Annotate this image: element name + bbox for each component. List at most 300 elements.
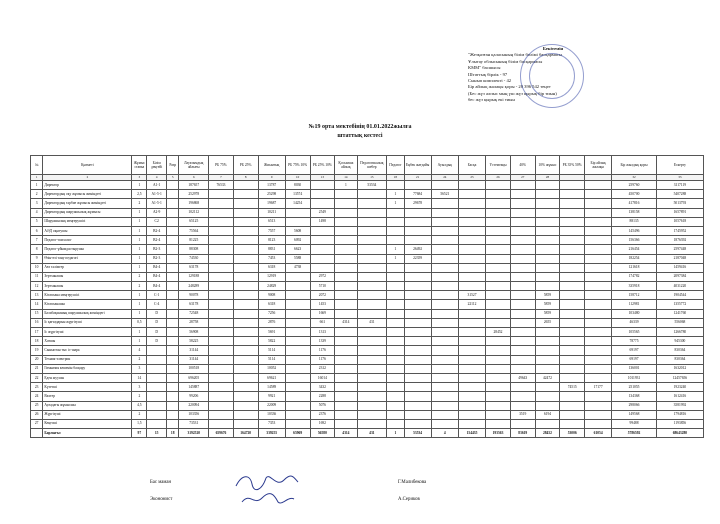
table-cell [560, 291, 585, 300]
table-cell [510, 254, 535, 263]
column-number: 6 [179, 175, 209, 181]
table-cell [486, 181, 511, 190]
table-cell [585, 291, 612, 300]
table-cell [285, 318, 310, 327]
table-cell: 53006 [560, 429, 585, 438]
table-cell [585, 346, 612, 355]
table-cell [431, 236, 458, 245]
table-cell: 145887 [179, 383, 209, 392]
table-cell [535, 190, 560, 199]
table-cell [167, 410, 179, 419]
table-cell [404, 263, 431, 272]
table-cell: 3192520 [179, 429, 209, 438]
table-cell [510, 300, 535, 309]
table-cell: 1 [132, 300, 147, 309]
table-cell: 158712 [612, 291, 657, 300]
table-cell: 16 [31, 318, 43, 327]
table-cell [167, 263, 179, 272]
table-cell [357, 254, 387, 263]
table-cell [560, 300, 585, 309]
table-cell [510, 226, 535, 235]
table-cell [335, 392, 357, 401]
table-cell [458, 190, 485, 199]
table-cell [233, 245, 258, 254]
table-cell [560, 263, 585, 272]
table-cell [209, 401, 234, 410]
table-cell [285, 383, 310, 392]
table-row [31, 355, 704, 364]
table-cell [560, 364, 585, 373]
table-cell [167, 245, 179, 254]
table-cell [209, 226, 234, 235]
table-cell [335, 190, 357, 199]
table-cell: 97 [132, 429, 147, 438]
table-cell [458, 199, 485, 208]
table-cell [310, 254, 335, 263]
table-cell: 659676 [209, 429, 234, 438]
table-cell [167, 337, 179, 346]
table-cell [431, 309, 458, 318]
table-cell [585, 272, 612, 281]
table-cell [535, 328, 560, 337]
table-cell [209, 410, 234, 419]
table-cell: 69621 [258, 373, 285, 382]
table-cell [560, 410, 585, 419]
table-cell: D [147, 309, 167, 318]
table-cell [147, 383, 167, 392]
column-number: 15 [357, 175, 387, 181]
table-cell: Директордың шаруашылық жұмысы [43, 208, 132, 217]
table-cell [404, 272, 431, 281]
table-cell [357, 208, 387, 217]
table-cell [458, 364, 485, 373]
table-cell [560, 373, 585, 382]
table-cell [233, 282, 258, 291]
table-cell: 1 [132, 337, 147, 346]
table-cell: С-1 [147, 291, 167, 300]
table-cell: 15 [31, 309, 43, 318]
table-cell: 2876 [258, 318, 285, 327]
table-cell [357, 364, 387, 373]
table-cell: В2-4 [147, 226, 167, 235]
column-number: 7 [209, 175, 234, 181]
table-cell: 556068 [656, 318, 703, 327]
table-cell [335, 337, 357, 346]
table-cell [535, 419, 560, 428]
table-cell [233, 181, 258, 190]
table-cell [560, 254, 585, 263]
table-cell [147, 410, 167, 419]
table-cell [233, 199, 258, 208]
table-cell: 1794816 [656, 410, 703, 419]
table-cell: 251055 [612, 383, 657, 392]
table-row [31, 346, 704, 355]
table-cell: 22009 [258, 401, 285, 410]
table-header-row [31, 156, 704, 175]
table-cell: 8030 [285, 181, 310, 190]
table-cell: 1 [132, 309, 147, 318]
table-cell: Еден жуушы [43, 373, 132, 382]
table-cell: 259760 [612, 181, 657, 190]
table-cell [357, 291, 387, 300]
table-row [31, 392, 704, 401]
table-cell: 7353 [258, 419, 285, 428]
table-cell [585, 419, 612, 428]
table-cell: Кеңесші [43, 419, 132, 428]
table-cell [335, 328, 357, 337]
table-cell: А2-9 [147, 208, 167, 217]
column-header: РБ 25% [233, 156, 258, 175]
table-cell [233, 309, 258, 318]
table-cell [431, 373, 458, 382]
table-cell: 1657891 [656, 208, 703, 217]
table-cell: 2655 [535, 318, 560, 327]
table-cell: 1057618 [656, 217, 703, 226]
table-cell [233, 410, 258, 419]
table-cell: 1 [335, 181, 357, 190]
table-cell: Жүргізуші [43, 410, 132, 419]
table-cell [404, 346, 431, 355]
table-cell [510, 318, 535, 327]
table-cell [233, 419, 258, 428]
table-cell: 31144 [179, 346, 209, 355]
column-number: 33 [656, 175, 703, 181]
table-cell [431, 328, 458, 337]
table-cell [167, 272, 179, 281]
table-cell: 61054 [585, 429, 612, 438]
table-cell [335, 355, 357, 364]
table-cell [357, 401, 387, 410]
table-cell [357, 263, 387, 272]
table-cell [209, 282, 234, 291]
table-cell: 1193856 [656, 419, 703, 428]
table-cell [357, 346, 387, 355]
table-cell [510, 401, 535, 410]
table-cell [486, 236, 511, 245]
table-cell [233, 208, 258, 217]
table-cell [535, 254, 560, 263]
table-cell [167, 346, 179, 355]
table-row [31, 364, 704, 373]
table-cell: 138158 [612, 208, 657, 217]
table-cell: 2 [132, 282, 147, 291]
table-cell: 1453 [310, 300, 335, 309]
column-number: 24 [431, 175, 458, 181]
table-cell: 112981 [612, 300, 657, 309]
table-cell: 100518 [179, 364, 209, 373]
table-cell: Директордың оқу жұмысы жөніндегі [43, 190, 132, 199]
table-cell [510, 181, 535, 190]
table-row [31, 291, 704, 300]
approval-line: (Бес жүз алпыс мың үш жүз қырық бір тиын) [468, 90, 557, 96]
table-cell [458, 282, 485, 291]
table-cell [486, 373, 511, 382]
table-cell: 1 [387, 429, 404, 438]
table-cell: А1-1 [147, 181, 167, 190]
table-cell: 28758 [179, 318, 209, 327]
table-cell: 6318 [258, 300, 285, 309]
table-cell [535, 337, 560, 346]
table-cell [167, 199, 179, 208]
table-cell [285, 419, 310, 428]
handwritten-signature-icon [238, 490, 298, 508]
table-cell [167, 318, 179, 327]
table-cell: 2 [132, 272, 147, 281]
table-cell: 196868 [179, 199, 209, 208]
table-cell: В4-4 [147, 263, 167, 272]
table-row [31, 309, 704, 318]
table-cell: 830364 [656, 346, 703, 355]
column-header: Разр [167, 156, 179, 175]
table-cell [510, 364, 535, 373]
table-cell [310, 236, 335, 245]
table-cell [233, 217, 258, 226]
table-cell [535, 346, 560, 355]
table-cell [431, 291, 458, 300]
table-cell [585, 328, 612, 337]
table-cell [585, 245, 612, 254]
table-cell: Күзетші [43, 383, 132, 392]
table-cell: 3432 [310, 383, 335, 392]
table-cell [310, 245, 335, 254]
table-cell: 65125 [179, 217, 209, 226]
table-cell: 339255 [258, 429, 285, 438]
column-number: 5 [167, 175, 179, 181]
table-cell [357, 419, 387, 428]
table-cell: Балабақшаның шаруашылық жөніндегі [43, 309, 132, 318]
table-cell: 1498 [310, 217, 335, 226]
table-cell: 1176 [310, 355, 335, 364]
column-header: Басқа [458, 156, 485, 175]
table-cell: 8 [31, 245, 43, 254]
table-cell: 17177 [585, 383, 612, 392]
handwritten-signature-icon [232, 470, 302, 492]
table-cell [387, 328, 404, 337]
table-cell [285, 373, 310, 382]
approval-line: Сынып комплекті - 42 [468, 78, 512, 84]
table-cell: 1,5 [132, 419, 147, 428]
table-cell: 31144 [179, 355, 209, 364]
table-cell [233, 401, 258, 410]
table-cell: 7 [31, 236, 43, 245]
table-cell [535, 263, 560, 272]
table-row [31, 190, 704, 199]
table-cell [167, 373, 179, 382]
table-cell [560, 181, 585, 190]
table-cell [167, 282, 179, 291]
table-cell [209, 263, 234, 272]
table-cell [560, 217, 585, 226]
table-cell [535, 181, 560, 190]
table-cell: 1355772 [656, 300, 703, 309]
table-cell [535, 199, 560, 208]
table-cell [233, 392, 258, 401]
table-cell: 2 [132, 392, 147, 401]
table-cell: 2312 [310, 364, 335, 373]
table-cell: 5588 [285, 254, 310, 263]
table-cell: 18 [167, 429, 179, 438]
table-cell [431, 199, 458, 208]
table-cell [335, 309, 357, 318]
table-cell [357, 300, 387, 309]
table-cell: 3117119 [656, 181, 703, 190]
table-cell: 4,5 [132, 401, 147, 410]
table-cell [560, 392, 585, 401]
column-number: 9 [258, 175, 285, 181]
table-cell [357, 309, 387, 318]
table-cell: 2972 [310, 272, 335, 281]
table-cell: 13787 [258, 181, 285, 190]
table-cell: 14254 [285, 199, 310, 208]
table-cell: 28452 [486, 328, 511, 337]
table-cell: 1176 [310, 346, 335, 355]
table-cell: 83619 [510, 429, 535, 438]
table-cell [510, 263, 535, 272]
table-cell: 2187048 [656, 254, 703, 263]
column-header: 40% [510, 156, 535, 175]
table-cell [458, 401, 485, 410]
table-cell [387, 346, 404, 355]
table-cell: 14 [132, 373, 147, 382]
table-cell: 10052 [258, 364, 285, 373]
table-cell [585, 392, 612, 401]
table-cell [167, 226, 179, 235]
table-row [31, 373, 704, 382]
table-cell: 2288 [310, 392, 335, 401]
table-cell [585, 401, 612, 410]
table-row [31, 419, 704, 428]
table-cell [209, 392, 234, 401]
table-cell: В4-4 [147, 272, 167, 281]
table-cell [167, 190, 179, 199]
table-cell: 105565 [612, 328, 657, 337]
table-cell: 220094 [179, 401, 209, 410]
table-cell: 9921 [258, 392, 285, 401]
table-row [31, 226, 704, 235]
table-cell: 182254 [612, 254, 657, 263]
table-cell: Зертханашы [43, 272, 132, 281]
table-cell [510, 355, 535, 364]
table-cell [209, 346, 234, 355]
table-row [31, 199, 704, 208]
table-row [31, 401, 704, 410]
table-cell [431, 217, 458, 226]
table-cell [285, 346, 310, 355]
column-header: Бір жылдық қоры [612, 156, 657, 175]
table-cell: 1876392 [656, 236, 703, 245]
table-cell [486, 392, 511, 401]
table-cell [285, 401, 310, 410]
table-cell: 74530 [179, 254, 209, 263]
table-cell [387, 401, 404, 410]
table-cell: 8123 [258, 236, 285, 245]
column-header: Бір айлық жалақы [585, 156, 612, 175]
table-cell: 6194 [535, 410, 560, 419]
table-cell: 1 [387, 254, 404, 263]
table-cell [404, 208, 431, 217]
table-cell [431, 392, 458, 401]
table-cell [486, 199, 511, 208]
table-cell: 6 [31, 226, 43, 235]
table-cell: 164720 [233, 429, 258, 438]
table-cell: 12919 [258, 272, 285, 281]
table-row [31, 300, 704, 309]
table-cell: 88135 [612, 217, 657, 226]
table-cell: 12 [31, 282, 43, 291]
table-cell [486, 254, 511, 263]
table-cell [458, 355, 485, 364]
table-cell: Педагог-ұйымдастырушы [43, 245, 132, 254]
table-cell: 5859 [535, 300, 560, 309]
table-cell [535, 392, 560, 401]
document-subtitle: штаттық кестесі [337, 133, 383, 139]
column-number: 25 [458, 175, 485, 181]
table-cell [535, 245, 560, 254]
table-cell [335, 410, 357, 419]
table-cell [357, 410, 387, 419]
column-number: 28 [535, 175, 560, 181]
table-cell: 46339 [612, 318, 657, 327]
signature-name-1: Г.Малибекова [398, 480, 427, 485]
table-cell: 335918 [612, 282, 657, 291]
table-cell: 5076 [310, 401, 335, 410]
table-cell [458, 410, 485, 419]
table-cell: 2072 [310, 291, 335, 300]
table-cell: 56521 [431, 190, 458, 199]
table-cell [233, 236, 258, 245]
table-cell [431, 245, 458, 254]
table-cell: 696205 [179, 373, 209, 382]
table-cell [560, 190, 585, 199]
table-cell [335, 254, 357, 263]
table-cell: 8831 [258, 245, 285, 254]
table-cell [209, 291, 234, 300]
table-cell: 1 [132, 263, 147, 272]
table-cell [285, 355, 310, 364]
table-cell: 20 [31, 355, 43, 364]
table-cell: 1011931 [612, 373, 657, 382]
column-header: РБ 75% [209, 156, 234, 175]
table-cell [233, 383, 258, 392]
table-cell: 10 [31, 263, 43, 272]
table-cell [357, 236, 387, 245]
table-cell [209, 272, 234, 281]
table-cell [209, 364, 234, 373]
table-cell: 58225 [179, 337, 209, 346]
table-cell [209, 217, 234, 226]
column-number: 4 [147, 175, 167, 181]
table-cell [167, 392, 179, 401]
table-cell: 10211 [258, 208, 285, 217]
table-cell: 5786592 [612, 429, 657, 438]
approval-line: КММ" басшысы [468, 65, 501, 71]
table-cell: 3 [31, 199, 43, 208]
table-cell [585, 355, 612, 364]
table-cell [357, 272, 387, 281]
table-cell [335, 300, 357, 309]
table-cell [209, 254, 234, 263]
table-cell [585, 226, 612, 235]
table-cell [209, 355, 234, 364]
table-cell [486, 300, 511, 309]
table-cell: 1 [132, 217, 147, 226]
table-cell [585, 217, 612, 226]
table-cell [404, 291, 431, 300]
table-cell: 5114 [258, 355, 285, 364]
table-cell: 24 [31, 392, 43, 401]
table-cell: 23 [31, 383, 43, 392]
table-cell: 1632012 [656, 364, 703, 373]
